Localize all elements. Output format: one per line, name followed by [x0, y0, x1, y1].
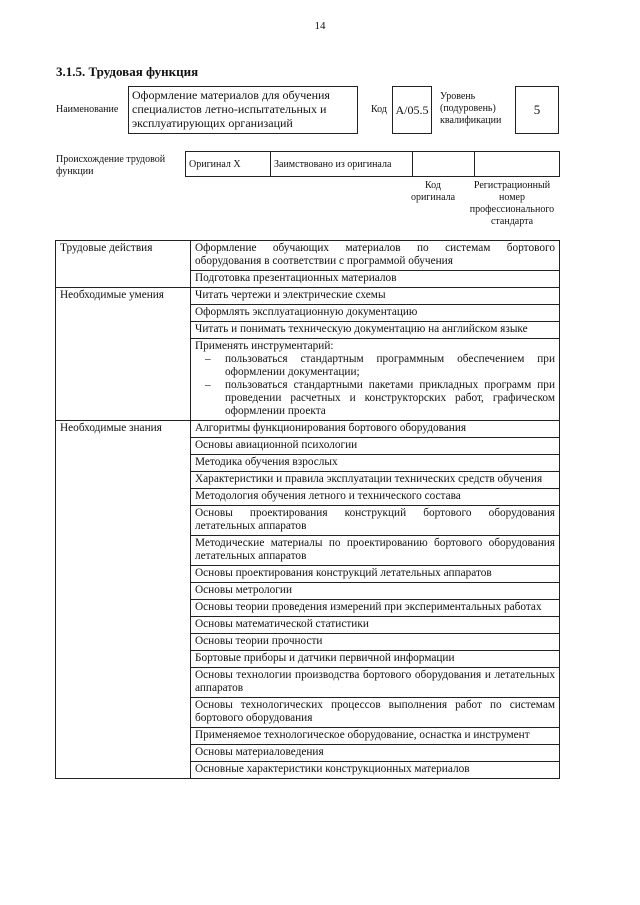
table-cell: Читать и понимать техническую документацию на английском языке	[191, 322, 560, 339]
table-row	[56, 241, 560, 271]
table-cell: Основы проектирования конструкций бортового оборудования летательных аппаратов	[191, 506, 560, 536]
table-row	[56, 339, 560, 421]
table-row	[56, 651, 560, 668]
table-cell: Основы технологических процессов выполнения работ по системам бортового оборудования	[191, 698, 560, 728]
tools-cell	[191, 339, 560, 421]
page-number: 14	[314, 20, 326, 32]
table-row	[56, 472, 560, 489]
table-row	[56, 271, 560, 288]
table-row	[56, 617, 560, 634]
origin-borrowed-cell: Заимствовано из оригинала	[271, 152, 413, 177]
origin-label: Происхождение трудовой функции	[56, 154, 166, 177]
section-title: 3.1.5. Трудовая функция	[56, 64, 199, 79]
table-cell: Оформление обучающих материалов по системам бортового оборудования в соответствии с программой обучения	[191, 241, 560, 271]
table-row	[56, 583, 560, 600]
table-cell: Методика обучения взрослых	[191, 455, 560, 472]
table-row	[56, 634, 560, 651]
code-original-caption: Код оригинала	[410, 180, 456, 203]
origin-table	[185, 151, 560, 177]
table-cell: Основы технологии производства бортового оборудования и летательных аппаратов	[191, 668, 560, 698]
list-item: – пользоваться стандартным программным обеспечением при оформлении документации;	[195, 353, 555, 379]
table-row	[56, 728, 560, 745]
table-cell: Характеристики и правила эксплуатации технических средств обучения	[191, 472, 560, 489]
function-name-box: Оформление материалов для обучения специалистов летно-испытательных и эксплуатирующих организаций	[128, 86, 358, 134]
table-cell: Основы математической статистики	[191, 617, 560, 634]
table-cell: Основы теории прочности	[191, 634, 560, 651]
tools-list	[195, 353, 555, 418]
table-row	[56, 762, 560, 779]
level-value-box: 5	[515, 86, 559, 134]
table-row	[56, 506, 560, 536]
table-cell: Бортовые приборы и датчики первичной информации	[191, 651, 560, 668]
category-cell: Необходимые знания	[56, 421, 191, 438]
table-cell: Методические материалы по проектированию бортового оборудования летательных аппаратов	[191, 536, 560, 566]
table-row	[56, 489, 560, 506]
name-label: Наименование	[56, 104, 119, 115]
table-cell: Основы проектирования конструкций летательных аппаратов	[191, 566, 560, 583]
table-row	[56, 421, 560, 438]
table-cell: Алгоритмы функционирования бортового оборудования	[191, 421, 560, 438]
table-row	[56, 305, 560, 322]
list-item: – пользоваться стандартными пакетами прикладных программ при проведении расчетных и конструкторских работ, графическом оформлении проекта	[195, 379, 555, 418]
table-cell: Методология обучения летного и технического состава	[191, 489, 560, 506]
table-cell: Основы авиационной психологии	[191, 438, 560, 455]
table-cell: Читать чертежи и электрические схемы	[191, 288, 560, 305]
table-row	[56, 438, 560, 455]
table-row	[56, 745, 560, 762]
origin-code-cell	[413, 152, 475, 177]
code-label: Код	[371, 104, 387, 115]
category-cell: Трудовые действия	[56, 241, 191, 271]
table-row	[56, 566, 560, 583]
table-row	[56, 536, 560, 566]
table-row	[56, 455, 560, 472]
table-cell: Основы метрологии	[191, 583, 560, 600]
requirements-table	[55, 240, 560, 779]
table-row	[56, 600, 560, 617]
table-cell: Основные характеристики конструкционных материалов	[191, 762, 560, 779]
origin-reg-cell	[475, 152, 560, 177]
table-cell: Основы теории проведения измерений при экспериментальных работах	[191, 600, 560, 617]
table-cell: Основы материаловедения	[191, 745, 560, 762]
table-cell: Применяемое технологическое оборудование, оснастка и инструмент	[191, 728, 560, 745]
table-row	[56, 322, 560, 339]
table-row	[56, 698, 560, 728]
category-cell: Необходимые умения	[56, 288, 191, 305]
origin-original-cell: Оригинал X	[186, 152, 271, 177]
code-value-box: A/05.5	[392, 86, 432, 134]
tools-intro: Применять инструментарий:	[195, 340, 334, 352]
level-label: Уровень (подуровень) квалификации	[440, 91, 502, 126]
table-row	[56, 288, 560, 305]
table-row	[56, 668, 560, 698]
table-cell: Оформлять эксплуатационную документацию	[191, 305, 560, 322]
table-cell: Подготовка презентационных материалов	[191, 271, 560, 288]
reg-number-caption: Регистрационный номер профессионального стандарта	[469, 180, 555, 227]
